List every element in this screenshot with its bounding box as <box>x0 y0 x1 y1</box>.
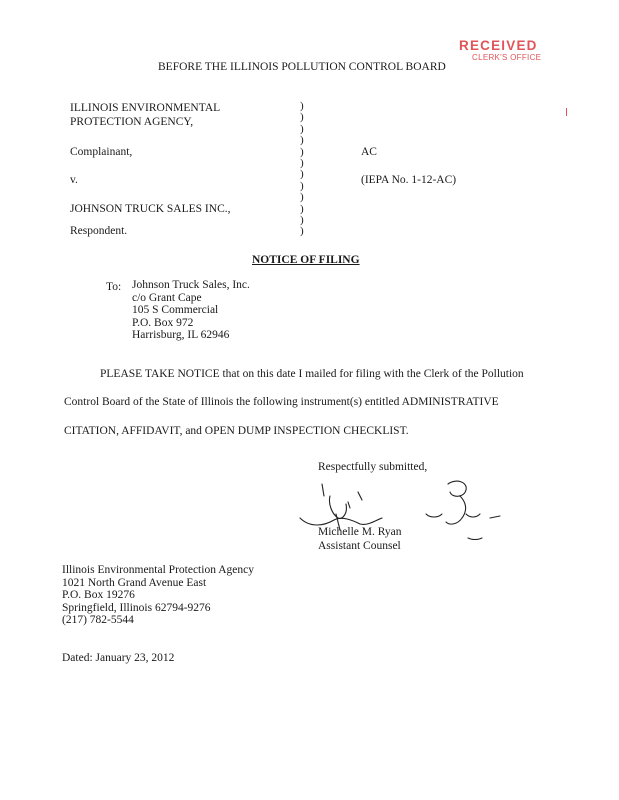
sender-line: (217) 782-5544 <box>62 614 134 626</box>
signer-title: Assistant Counsel <box>318 540 401 552</box>
sender-line: Springfield, Illinois 62794-9276 <box>62 601 211 614</box>
recipient-line: P.O. Box 972 <box>132 316 194 329</box>
versus: v. <box>70 174 78 186</box>
respondent-name: JOHNSON TRUCK SALES INC., <box>70 203 231 215</box>
dated-line: Dated: January 23, 2012 <box>62 652 175 664</box>
recipient-address <box>132 279 250 342</box>
body-line-3: CITATION, AFFIDAVIT, and OPEN DUMP INSPECTION CHECKLIST. <box>64 425 409 437</box>
signer-name: Michelle M. Ryan <box>318 526 402 538</box>
complainant-name-line2: PROTECTION AGENCY, <box>70 116 194 128</box>
board-title: BEFORE THE ILLINOIS POLLUTION CONTROL BOARD <box>158 61 446 73</box>
caption-parentheses: ) ) ) ) ) ) ) ) ) ) ) ) <box>300 100 304 238</box>
body-line-1: PLEASE TAKE NOTICE that on this date I mailed for filing with the Clerk of the Pollution <box>100 368 524 380</box>
respondent-label: Respondent. <box>70 225 128 237</box>
sender-line: 1021 North Grand Avenue East <box>62 576 207 589</box>
recipient-line: Harrisburg, IL 62946 <box>132 329 230 341</box>
to-label: To: <box>106 281 122 293</box>
body-line-2: Control Board of the State of Illinois the following instrument(s) entitled ADMINISTRATIVE <box>64 396 499 408</box>
complainant-label: Complainant, <box>70 146 133 158</box>
complainant-name-line1: ILLINOIS ENVIRONMENTAL <box>70 102 221 114</box>
sender-address <box>62 564 254 627</box>
received-stamp-title: RECEIVED <box>459 38 538 53</box>
stamp-mark <box>566 108 567 116</box>
recipient-line: 105 S Commercial <box>132 304 219 316</box>
received-stamp-subtitle: CLERK'S OFFICE <box>472 53 542 62</box>
iepa-number: (IEPA No. 1-12-AC) <box>361 174 457 186</box>
sender-line: P.O. Box 19276 <box>62 589 135 601</box>
recipient-line: c/o Grant Cape <box>132 291 202 304</box>
notice-title: NOTICE OF FILING <box>252 254 360 266</box>
sender-line: Illinois Environmental Protection Agency <box>62 564 254 576</box>
closing: Respectfully submitted, <box>318 461 428 473</box>
recipient-line: Johnson Truck Sales, Inc. <box>132 279 250 291</box>
case-number: AC <box>361 146 377 158</box>
